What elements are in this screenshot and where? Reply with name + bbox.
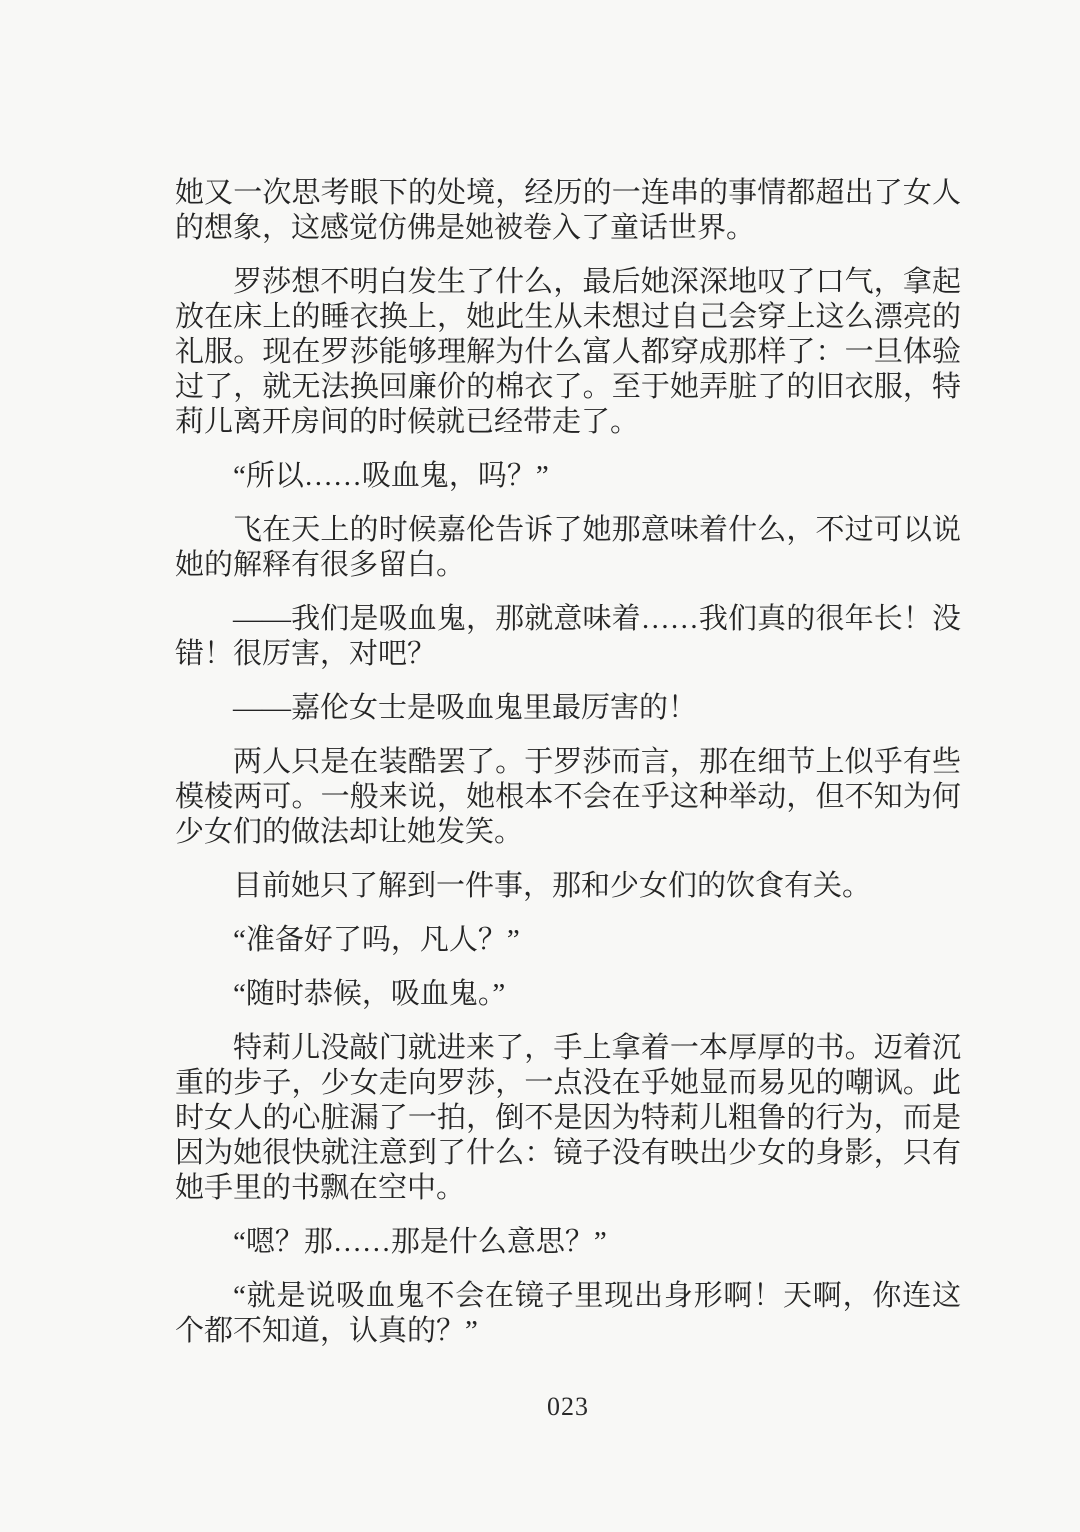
- paragraph: 特莉儿没敲门就进来了，手上拿着一本厚厚的书。迈着沉重的步子，少女走向罗莎，一点没在乎她显而易见的嘲讽。此时女人的心脏漏了一拍，倒不是因为特莉儿粗鲁的行为，而是因为她很快就注意到了什么：镜子没有映出少女的身影，只有她手里的书飘在空中。: [175, 1032, 961, 1204]
- paragraph: “随时恭候，吸血鬼。”: [233, 978, 506, 1010]
- page-number: 023: [547, 1392, 589, 1421]
- paragraph: “准备好了吗，凡人？”: [233, 924, 520, 956]
- paragraph: “嗯？那……那是什么意思？”: [233, 1226, 607, 1258]
- paragraph: 两人只是在装酷罢了。于罗莎而言，那在细节上似乎有些模棱两可。一般来说，她根本不会在乎这种举动，但不知为何少女们的做法却让她发笑。: [175, 746, 961, 848]
- paragraph: ——嘉伦女士是吸血鬼里最厉害的！: [233, 692, 698, 724]
- paragraph: ——我们是吸血鬼，那就意味着……我们真的很年长！没错！很厉害，对吧？: [175, 603, 961, 670]
- paragraph: 飞在天上的时候嘉伦告诉了她那意味着什么，不过可以说她的解释有很多留白。: [175, 514, 961, 581]
- paragraph: “就是说吸血鬼不会在镜子里现出身形啊！天啊，你连这个都不知道，认真的？”: [175, 1280, 961, 1347]
- paragraph: 她又一次思考眼下的处境，经历的一连串的事情都超出了女人的想象，这感觉仿佛是她被卷入了童话世界。: [175, 177, 961, 244]
- paragraph: 目前她只了解到一件事，那和少女们的饮食有关。: [233, 870, 872, 902]
- paragraph: 罗莎想不明白发生了什么，最后她深深地叹了口气，拿起放在床上的睡衣换上，她此生从未想过自己会穿上这么漂亮的礼服。现在罗莎能够理解为什么富人都穿成那样了：一旦体验过了，就无法换回廉价的棉衣了。至于她弄脏了的旧衣服，特莉儿离开房间的时候就已经带走了。: [175, 266, 961, 438]
- paragraph: “所以……吸血鬼，吗？”: [233, 460, 549, 492]
- page-text: [175, 176, 961, 1368]
